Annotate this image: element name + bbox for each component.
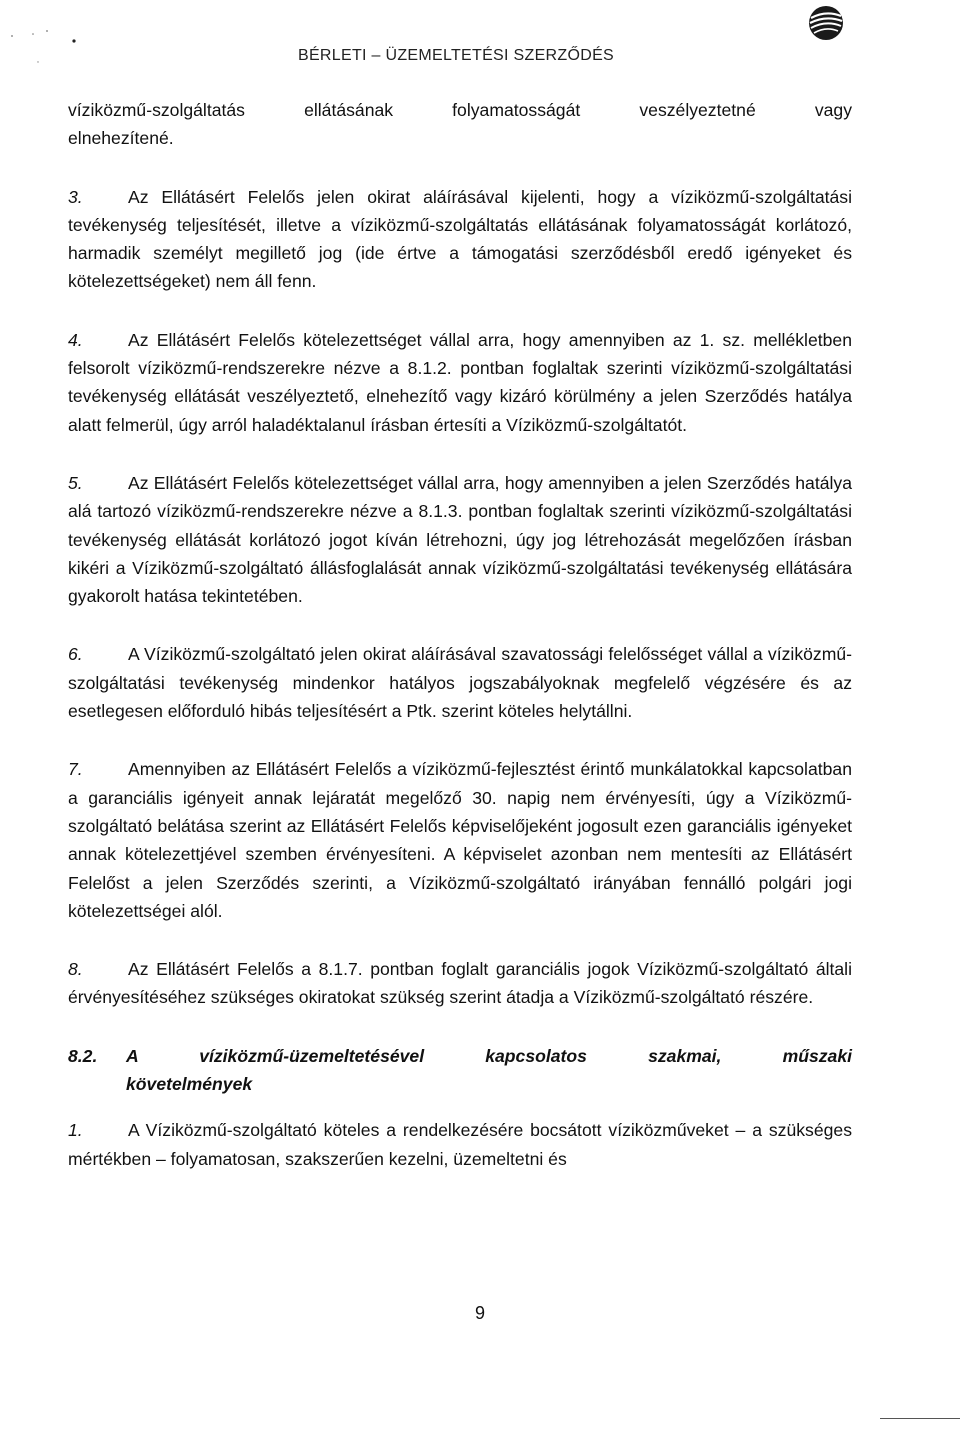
company-logo-icon [806, 2, 846, 44]
paragraph-number: 3. [68, 186, 83, 207]
intro-word: folyamatosságát [452, 100, 581, 120]
paragraph-text: Az Ellátásért Felelős kötelezettséget vállal arra, hogy amennyiben az 1. sz. mellékletben felsorolt víziközmű-rendszerekre nézve a 8.1.2. pontban foglaltak szerinti víziközmű-szolgáltatási tevékenység ellátását veszélyeztető, elnehezítő vagy kizáró körülmény a jelen Szerződés hatálya alatt felmerül, úgy arról haladéktalanul írásban értesíti a Víziközmű-szolgáltatót. [68, 329, 852, 435]
intro-word: veszélyeztetné [639, 100, 756, 120]
intro-word: ellátásának [304, 100, 394, 120]
paragraph-text: A Víziközmű-szolgáltató köteles a rendelkezésére bocsátott víziközműveket – a szükséges mértékben – folyamatosan, szakszerűen kezelni, üzemeltetni és [68, 1120, 852, 1169]
paragraph-8 [68, 955, 852, 1012]
paragraph-text: Az Ellátásért Felelős jelen okirat aláírásával kijelenti, hogy a víziközmű-szolgáltatási tevékenység teljesítését, illetve a víziközmű-szolgáltatás ellátásának folyamatosságát korlátozó, harmadik személyt megillető jog (ide értve a támogatási szerződésből eredő igényeket és kötelezettségeket) nem áll fenn. [68, 186, 852, 292]
document-header: BÉRLETI – ÜZEMELTETÉSI SZERZŐDÉS [297, 47, 615, 64]
paragraph-5 [68, 469, 852, 610]
page-number: 9 [474, 1303, 485, 1323]
intro-paragraph [68, 96, 852, 153]
paragraph-text: Az Ellátásért Felelős kötelezettséget vállal arra, hogy amennyiben a jelen Szerződés hatálya alá tartozó víziközmű-rendszerekre nézve a 8.1.3. pontban foglaltak szerinti víziközmű-szolgáltatási tevékenység ellátását korlátozó jogot kíván létrehozni, úgy jog létrehozását megelőzően írásban kikéri a Víziközmű-szolgáltató állásfoglalását annak víziközmű-szolgáltatási tevékenység ellátására gyakorolt hatása tekintetében. [68, 472, 852, 607]
document-body [68, 96, 852, 1173]
paragraph-number: 4. [68, 329, 83, 350]
section-title-line-1: A víziközmű-üzemeltetésével kapcsolatos szakmai, műszaki [126, 1045, 852, 1066]
paragraph-6 [68, 640, 852, 725]
paragraph-8-2-1 [68, 1116, 852, 1173]
intro-line-1 [68, 96, 852, 124]
paragraph-4 [68, 326, 852, 439]
paragraph-number: 8. [68, 959, 83, 980]
section-title [126, 1042, 852, 1099]
paragraph-number: 1. [68, 1120, 83, 1141]
paragraph-text: Amennyiben az Ellátásért Felelős a víziközmű-fejlesztést érintő munkálatokkal kapcsolatban a garanciális igényeit annak lejáratát megelőző 30. napig nem érvényesíti, úgy a Víziközmű-szolgáltató belátása szerint az Ellátásért Felelős képviselőjeként jogosult ezen garanciális igényeket annak kötelezettjével szemben érvényesíteni. A képviselet azonban nem mentesíti az Ellátásért Felelőst a jelen Szerződés szerinti, a Víziközmű-szolgáltató irányában fennálló polgári jogi kötelezettségei alól. [68, 759, 852, 921]
paragraph-number: 6. [68, 644, 83, 665]
intro-word: víziközmű-szolgáltatás [68, 100, 245, 120]
paragraph-3 [68, 183, 852, 296]
intro-line-2: elnehezítené. [68, 128, 174, 149]
intro-word: vagy [814, 100, 852, 120]
footer-rule [880, 1418, 960, 1419]
section-number: 8.2. [68, 1045, 98, 1066]
section-title-line-2: követelmények [126, 1074, 253, 1095]
paragraph-7 [68, 755, 852, 925]
paragraph-text: A Víziközmű-szolgáltató jelen okirat aláírásával szavatossági felelősséget vállal a víziközmű-szolgáltatási tevékenység mindenkor hatályos jogszabályoknak megfelelő végzésére és az esetlegesen előforduló hibás teljesítésért a Ptk. szerint köteles helytállni. [68, 644, 852, 722]
paragraph-number: 5. [68, 472, 83, 493]
section-heading [68, 1042, 852, 1099]
paragraph-text: Az Ellátásért Felelős a 8.1.7. pontban foglalt garanciális jogok Víziközmű-szolgáltató általi érvényesítéséhez szükséges okiratokat szükség szerint átadja a Víziközmű-szolgáltató részére. [68, 959, 852, 1008]
paragraph-number: 7. [68, 759, 83, 780]
